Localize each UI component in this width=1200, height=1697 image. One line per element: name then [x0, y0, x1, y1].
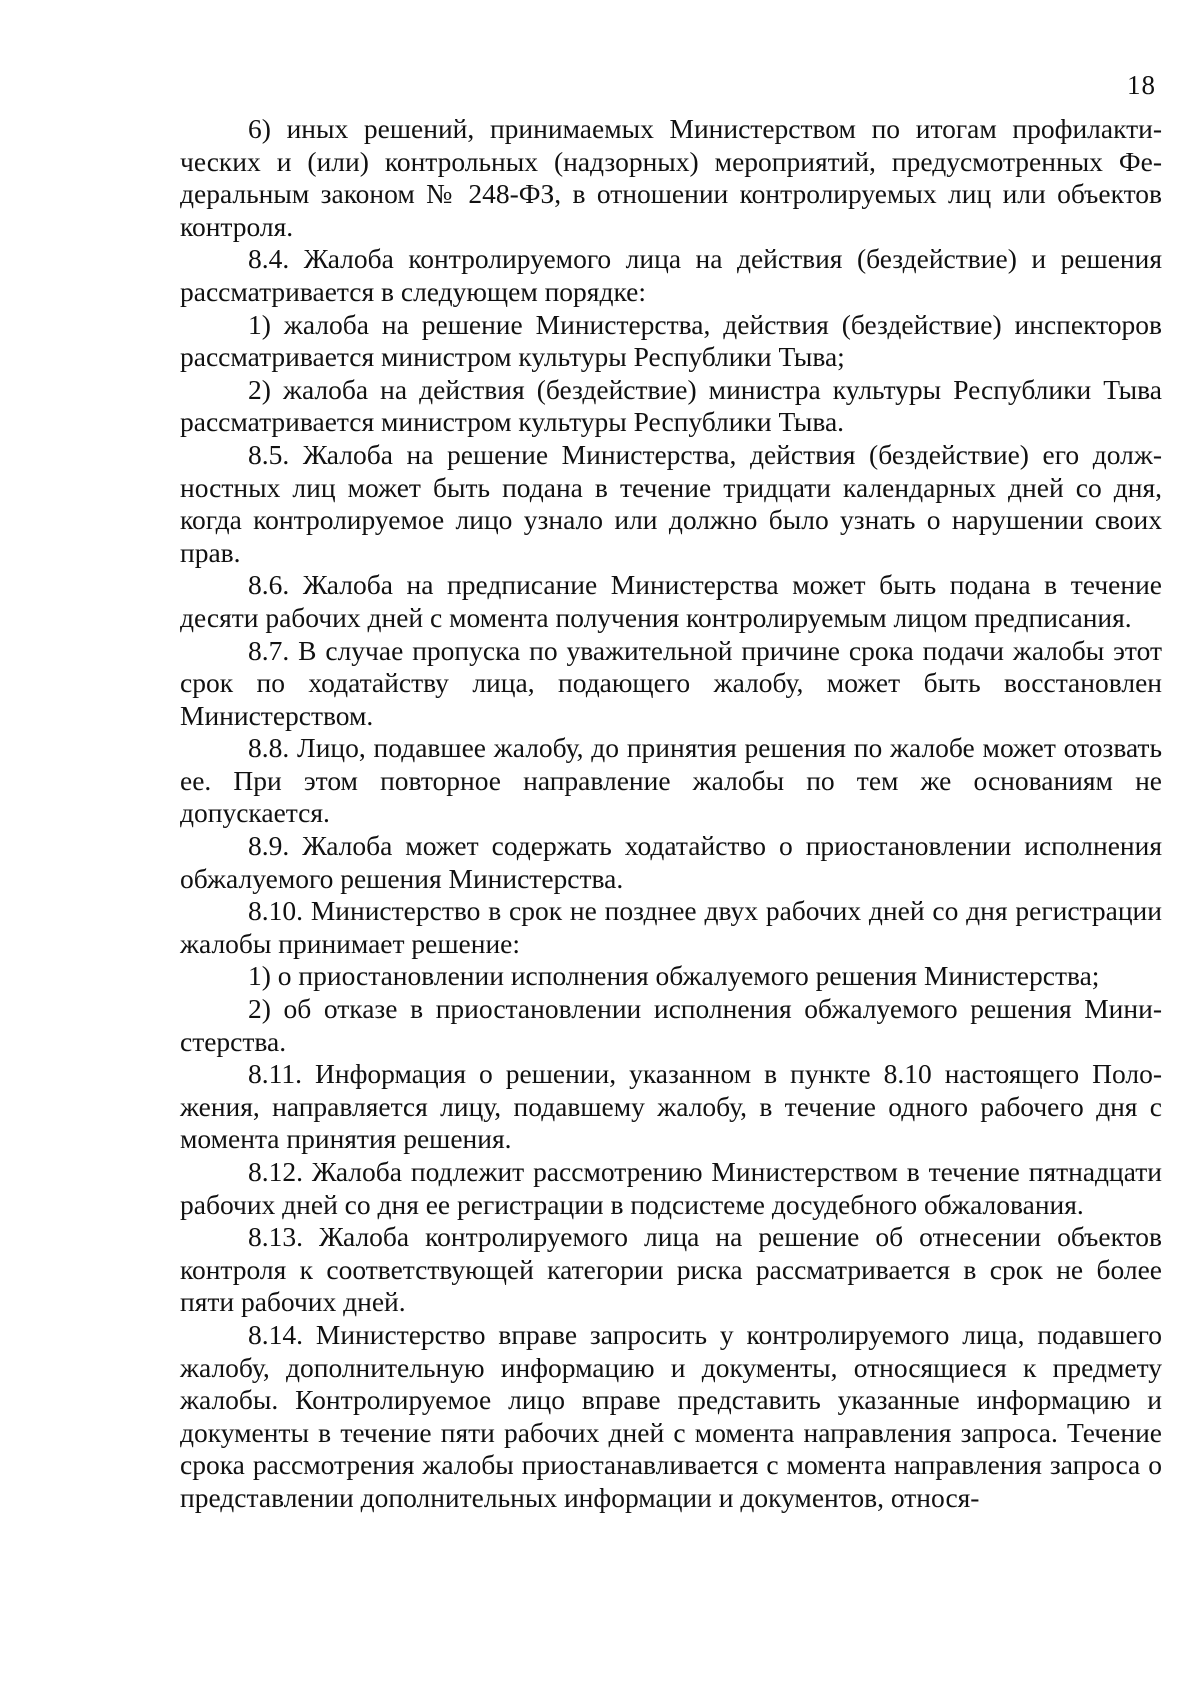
document-body [180, 113, 1162, 1515]
page-number: 18 [1127, 70, 1156, 100]
paragraph-8-4: 8.4. Жалоба контролируемого лица на действия (бездействие) и решения рассматривается в следующем порядке: [180, 243, 1162, 307]
paragraph-8-11: 8.11. Информация о решении, указанном в пункте 8.10 настоящего Положения, направляется лицу, подавшему жалобу, в течение одного рабочего дня с момента принятия решения. [180, 1058, 1162, 1155]
paragraph-8-14: 8.14. Министерство вправе запросить у контролируемого лица, подавшего жалобу, дополнительную информацию и документы, относящиеся к предмету жалобы. Контролируемое лицо вправе представить указанные информацию и документы в течение пяти рабочих дней с момента направления запроса. Течение срока рассмотрения жалобы приостанавливается с момента направления запроса о представлении дополнительных информации и документов, относя- [180, 1318, 1162, 1513]
paragraph-8-12: 8.12. Жалоба подлежит рассмотрению Министерством в течение пятнадцати рабочих дней со дня ее регистрации в подсистеме досудебного обжалования. [180, 1156, 1162, 1220]
paragraph-8-5: 8.5. Жалоба на решение Министерства, действия (бездействие) его должностных лиц может быть подана в течение тридцати календарных дней со дня, когда контролируемое лицо узнало или должно было узнать о нарушении своих прав. [180, 438, 1162, 568]
paragraph-8-7: 8.7. В случае пропуска по уважительной причине срока подачи жалобы этот срок по ходатайству лица, подающего жалобу, может быть восстановлен Министерством. [180, 634, 1162, 731]
paragraph-8-10: 8.10. Министерство в срок не позднее двух рабочих дней со дня регистрации жалобы принимает решение: [180, 895, 1162, 959]
paragraph-8-8: 8.8. Лицо, подавшее жалобу, до принятия решения по жалобе может отозвать ее. При этом повторное направление жалобы по тем же основаниям не допускается. [180, 732, 1162, 829]
paragraph-8-4-item-1: 1) жалоба на решение Министерства, действия (бездействие) инспекторов рассматривается министром культуры Республики Тыва; [180, 308, 1162, 373]
paragraph-8-10-item-1: 1) о приостановлении исполнения обжалуемого решения Министерства; [248, 960, 1100, 992]
paragraph-8-4-item-2: 2) жалоба на действия (бездействие) министра культуры Республики Тыва рассматривается министром культуры Республики Тыва. [180, 373, 1162, 438]
paragraph-8-13: 8.13. Жалоба контролируемого лица на решение об отнесении объектов контроля к соответствующей категории риска рассматривается в срок не более пяти рабочих дней. [180, 1221, 1162, 1318]
paragraph-8-6: 8.6. Жалоба на предписание Министерства может быть подана в течение десяти рабочих дней с момента получения контролируемым лицом предписания. [180, 569, 1162, 633]
paragraph-8-10-item-2: 2) об отказе в приостановлении исполнения обжалуемого решения Министерства. [180, 993, 1162, 1057]
paragraph-6-other-decisions: 6) иных решений, принимаемых Министерством по итогам профилактических и (или) контрольных (надзорных) мероприятий, предусмотренных Федеральным законом № 248-ФЗ, в отношении контролируемых лиц или объектов контроля. [180, 113, 1162, 242]
paragraph-8-9: 8.9. Жалоба может содержать ходатайство о приостановлении исполнения обжалуемого решения Министерства. [180, 830, 1162, 894]
